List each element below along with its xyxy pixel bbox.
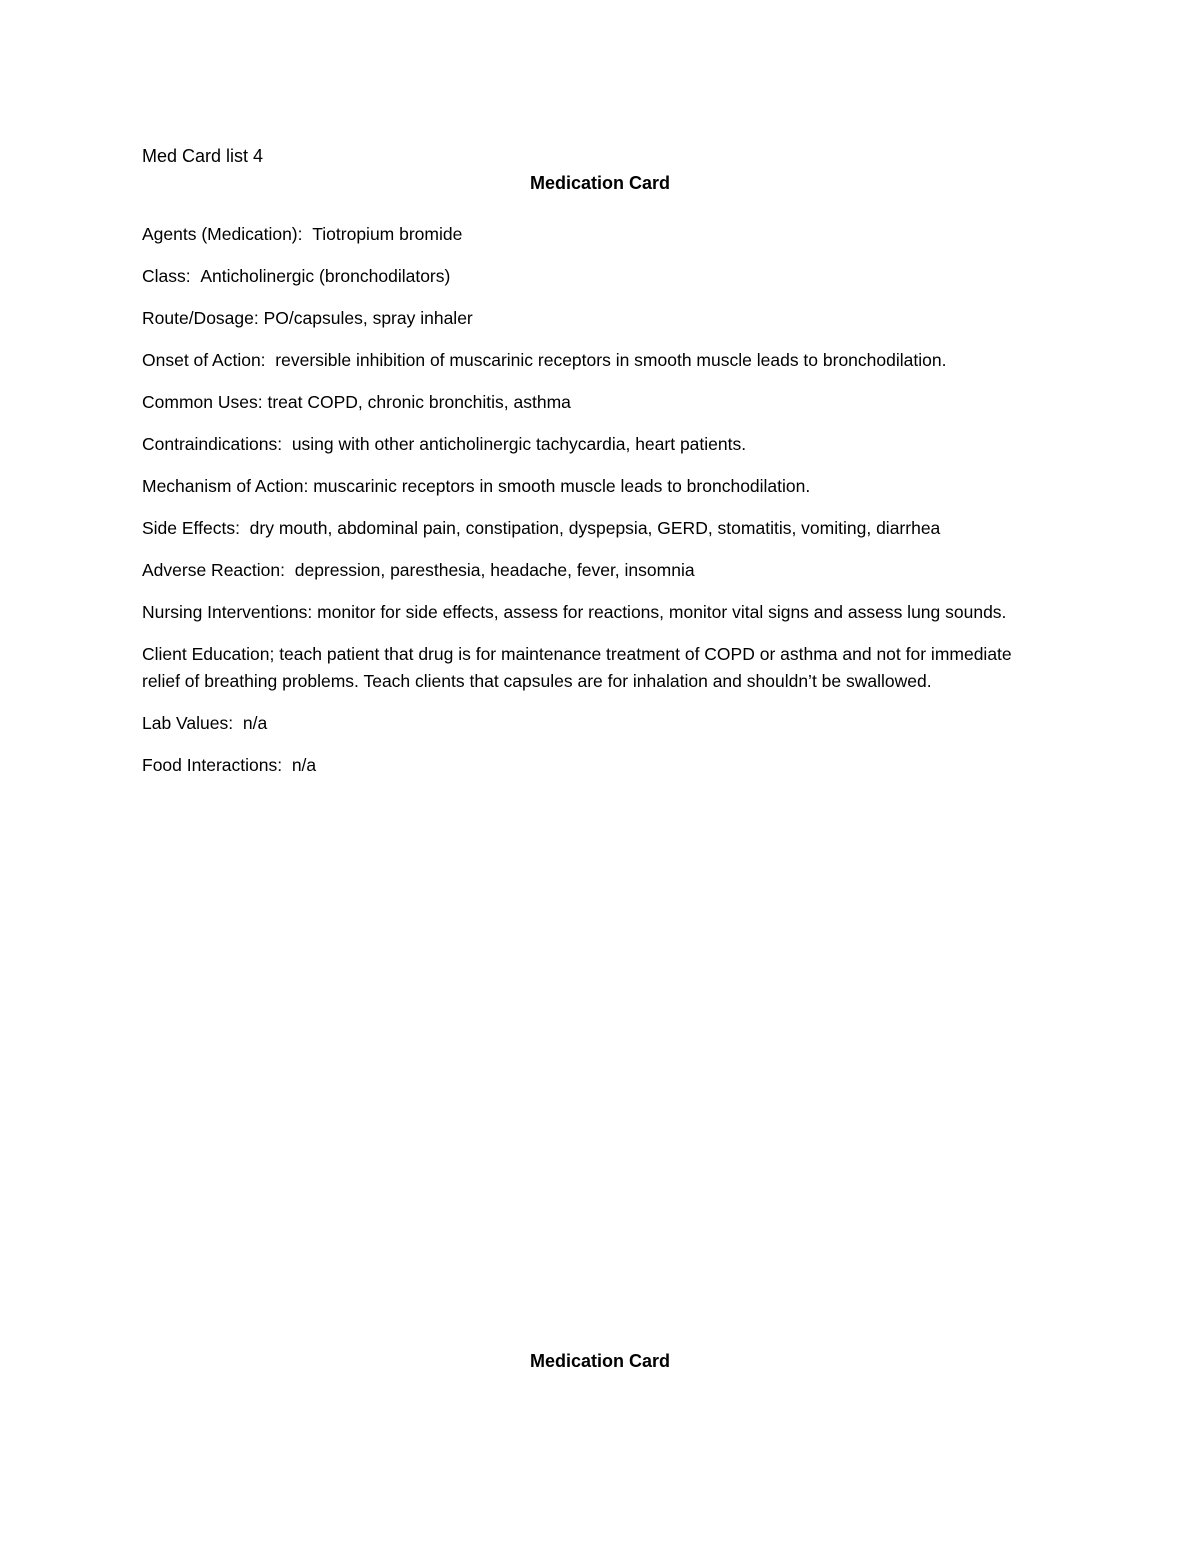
field-nursing-interventions (142, 599, 1042, 626)
field-label: Lab Values: (142, 712, 234, 733)
field-value: depression, paresthesia, headache, fever, insomnia (294, 560, 695, 580)
field-value: monitor for side effects, assess for reactions, monitor vital signs and assess lung sounds. (317, 602, 1007, 622)
field-contraindications (142, 431, 1042, 458)
field-label: Mechanism of Action: (142, 476, 309, 496)
field-route-dosage (142, 305, 1042, 332)
field-label: Common Uses: (142, 392, 263, 412)
field-value: Tiotropium bromide (312, 224, 463, 244)
field-common-uses (142, 389, 1042, 416)
field-label: Contraindications: (142, 434, 283, 454)
field-agents (142, 221, 1042, 248)
field-lab-values (142, 710, 1042, 737)
field-value: using with other anticholinergic tachycardia, heart patients. (291, 434, 747, 454)
field-value: n/a (291, 754, 317, 775)
field-value: reversible inhibition of muscarinic receptors in smooth muscle leads to bronchodilation. (275, 350, 947, 370)
field-label: Onset of Action: (142, 350, 266, 370)
field-value: n/a (242, 712, 268, 733)
field-label: Client Education; (142, 644, 275, 664)
second-medication-card-title: Medication Card (529, 1351, 671, 1371)
field-value: teach patient that drug is for maintenance treatment of COPD or asthma and not for immediate relief of breathing problems. Teach clients that capsules are for inhalation and shouldn’t be swallowed. (142, 644, 1012, 691)
field-label: Agents (Medication): (142, 224, 303, 244)
field-label: Food Interactions: (142, 754, 283, 775)
field-label: Adverse Reaction: (142, 560, 285, 580)
field-side-effects (142, 515, 1042, 542)
field-class (142, 263, 1042, 290)
field-label: Class: (142, 266, 191, 286)
field-client-education (142, 641, 1042, 694)
field-value: Anticholinergic (bronchodilators) (200, 266, 451, 286)
medication-card-title: Medication Card (529, 173, 671, 193)
field-value: dry mouth, abdominal pain, constipation, dyspepsia, GERD, stomatitis, vomiting, diarrhea (249, 518, 941, 538)
field-onset-of-action (142, 347, 1042, 374)
field-value: muscarinic receptors in smooth muscle leads to bronchodilation. (313, 476, 811, 496)
document-header-label: Med Card list 4 (142, 146, 264, 166)
field-label: Side Effects: (142, 518, 240, 538)
field-mechanism-of-action (142, 473, 1042, 500)
field-label: Nursing Interventions: (142, 602, 313, 622)
field-adverse-reaction (142, 557, 1042, 584)
medication-fields-list (142, 221, 1042, 794)
field-value: treat COPD, chronic bronchitis, asthma (267, 392, 571, 412)
field-value: PO/capsules, spray inhaler (263, 308, 473, 328)
field-food-interactions (142, 752, 1042, 779)
field-label: Route/Dosage: (142, 308, 259, 328)
